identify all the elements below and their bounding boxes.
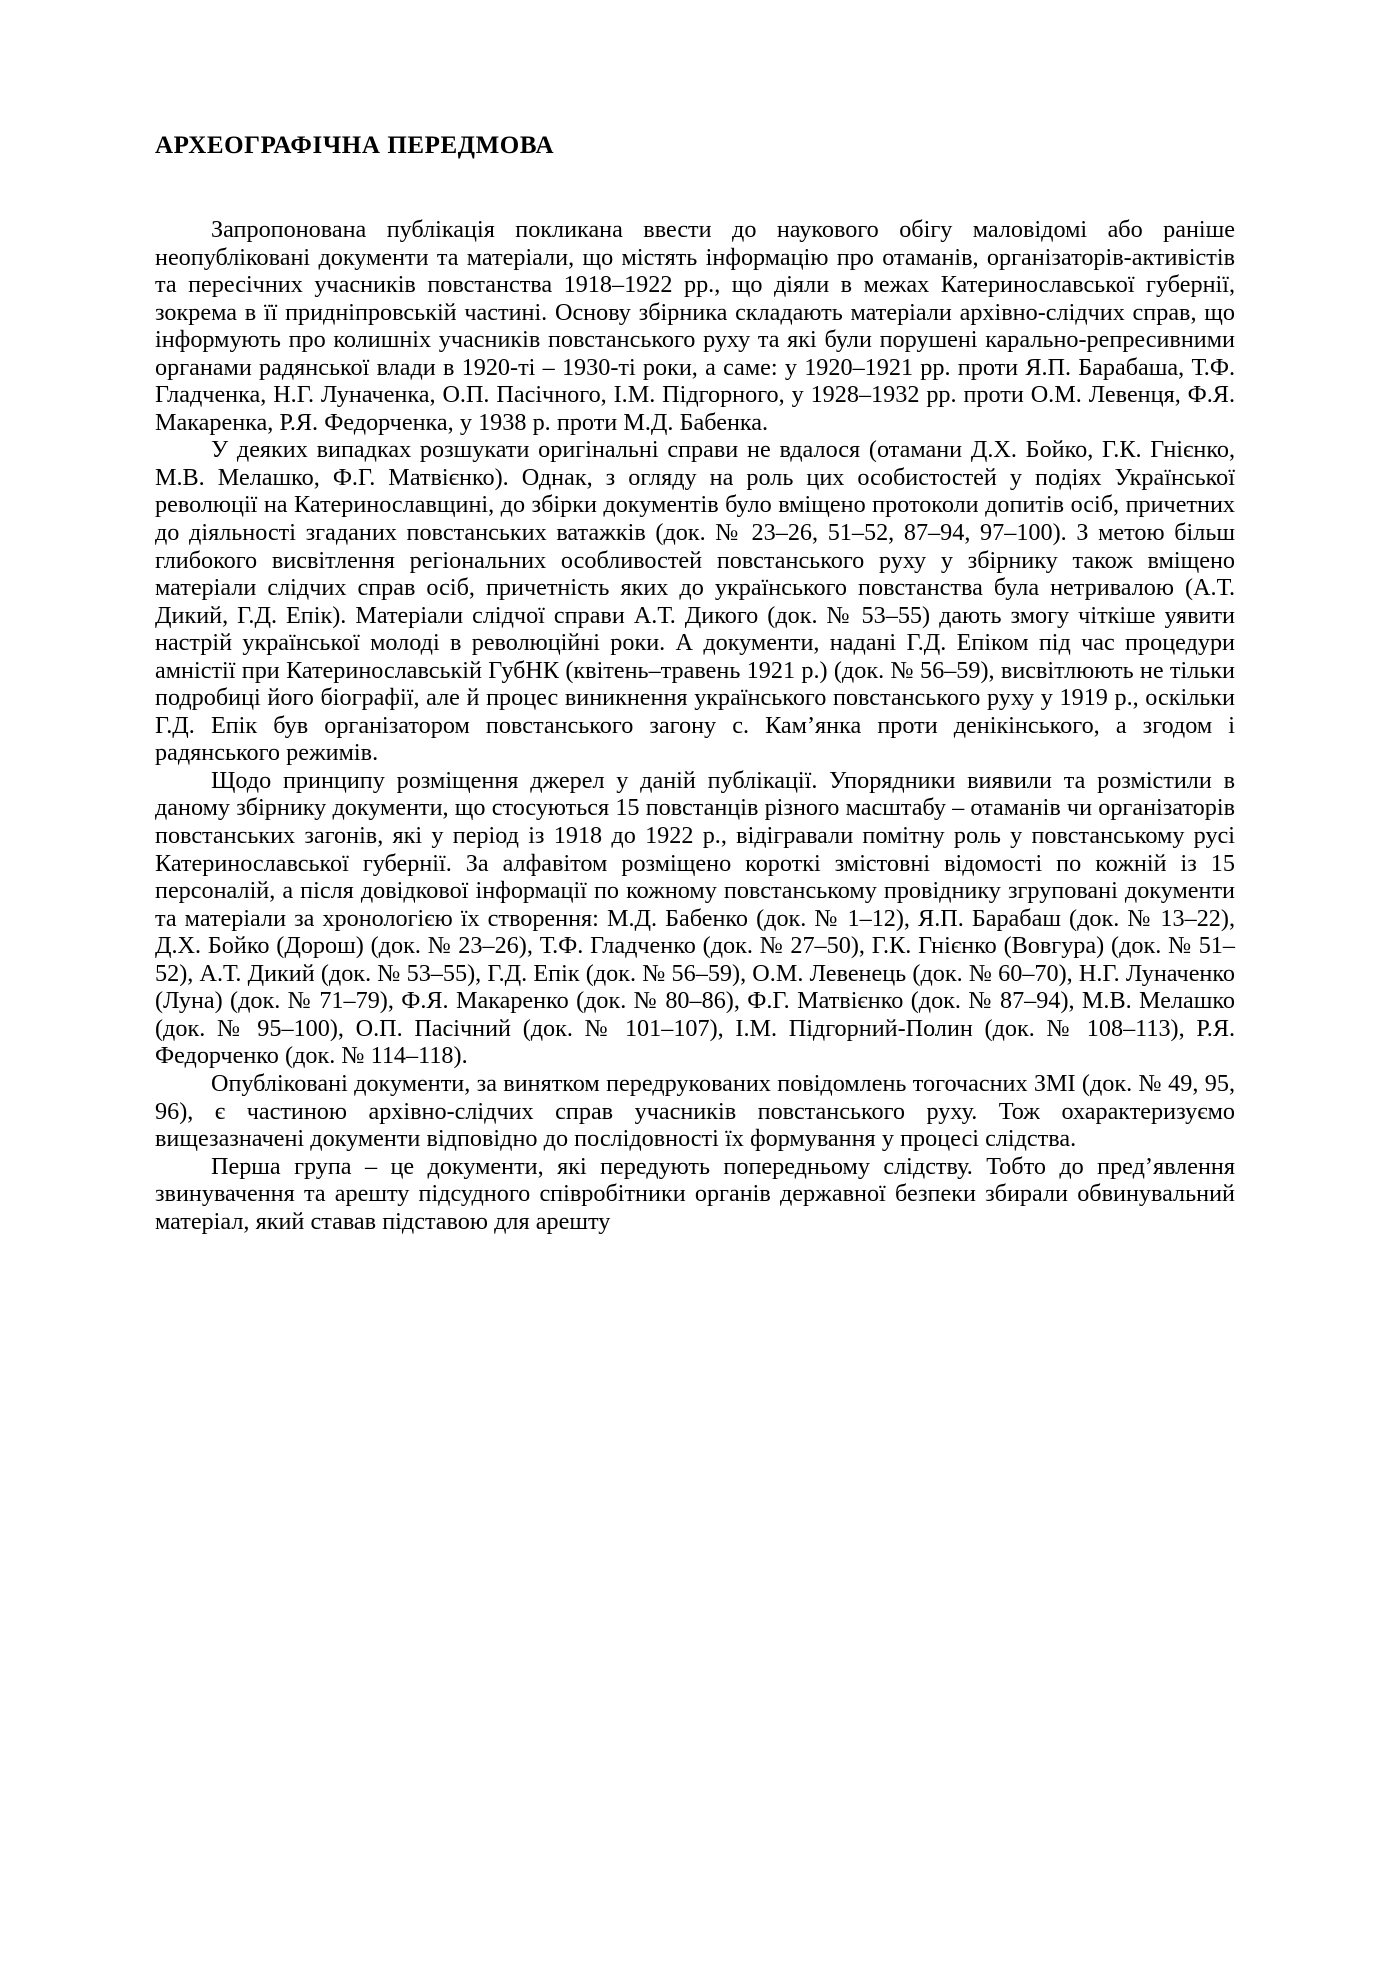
body-text-block bbox=[155, 216, 1235, 1235]
paragraph-2: У деяких випадках розшукати оригінальні справи не вдалося (отамани Д.Х. Бойко, Г.К. Гнієнко, М.В. Мелашко, Ф.Г. Матвієнко). Однак, з огляду на роль цих особистостей у подіях Української революції на Катеринославщині, до збірки документів було вміщено протоколи допитів осіб, причетних до діяльності згаданих повстанських ватажків (док. № 23–26, 51–52, 87–94, 97–100). З метою більш глибокого висвітлення регіональних особливостей повстанського руху у збірнику також вміщено матеріали слідчих справ осіб, причетність яких до українського повстанства була нетривалою (А.Т. Дикий, Г.Д. Епік). Матеріали слідчої справи А.Т. Дикого (док. № 53–55) дають змогу чіткіше уявити настрій української молоді в революційні роки. А документи, надані Г.Д. Епіком під час процедури амністії при Катеринославській ГубНК (квітень–травень 1921 р.) (док. № 56–59), висвітлюють не тільки подробиці його біографії, але й процес виникнення українського повстанського руху у 1919 р., оскільки Г.Д. Епік був організатором повстанського загону с. Кам’янка проти денікінського, а згодом і радянського режимів. bbox=[155, 436, 1235, 767]
paragraph-3: Щодо принципу розміщення джерел у даній публікації. Упорядники виявили та розмістили в даному збірнику документи, що стосуються 15 повстанців різного масштабу – отаманів чи організаторів повстанських загонів, які у період із 1918 до 1922 р., відігравали помітну роль у повстанському русі Катеринославської губернії. За алфавітом розміщено короткі змістовні відомості по кожній із 15 персоналій, а після довідкової інформації по кожному повстанському провіднику згруповані документи та матеріали за хронологією їх створення: М.Д. Бабенко (док. № 1–12), Я.П. Барабаш (док. № 13–22), Д.Х. Бойко (Дорош) (док. № 23–26), Т.Ф. Гладченко (док. № 27–50), Г.К. Гнієнко (Вовгура) (док. № 51–52), А.Т. Дикий (док. № 53–55), Г.Д. Епік (док. № 56–59), О.М. Левенець (док. № 60–70), Н.Г. Луначенко (Луна) (док. № 71–79), Ф.Я. Макаренко (док. № 80–86), Ф.Г. Матвієнко (док. № 87–94), М.В. Мелашко (док. № 95–100), О.П. Пасічний (док. № 101–107), І.М. Підгорний-Полин (док. № 108–113), Р.Я. Федорченко (док. № 114–118). bbox=[155, 766, 1235, 1070]
page-title: АРХЕОГРАФІЧНА ПЕРЕДМОВА bbox=[155, 132, 555, 159]
paragraph-1: Запропонована публікація покликана ввести до наукового обігу маловідомі або раніше неопубліковані документи та матеріали, що містять інформацію про отаманів, організаторів-активістів та пересічних учасників повстанства 1918–1922 рр., що діяли в межах Катеринославської губернії, зокрема в її придніпровській частині. Основу збірника складають матеріали архівно-слідчих справ, що інформують про колишніх учасників повстанського руху та які були порушені карально-репресивними органами радянської влади в 1920-ті – 1930-ті роки, а саме: у 1920–1921 рр. проти Я.П. Барабаша, Т.Ф. Гладченка, Н.Г. Луначенка, О.П. Пасічного, І.М. Підгорного, у 1928–1932 рр. проти О.М. Левенця, Ф.Я. Макаренка, Р.Я. Федорченка, у 1938 р. проти М.Д. Бабенка. bbox=[155, 216, 1235, 436]
paragraph-4: Опубліковані документи, за винятком передрукованих повідомлень тогочасних ЗМІ (док. № 49, 95, 96), є частиною архівно-слідчих справ учасників повстанського руху. Тож охарактеризуємо вищезазначені документи відповідно до послідовності їх формування у процесі слідства. bbox=[155, 1069, 1235, 1153]
paragraph-5: Перша група – це документи, які передують попередньому слідству. Тобто до пред’явлення звинувачення та арешту підсудного співробітники органів державної безпеки збирали обвинувальний матеріал, який ставав підставою для арешту bbox=[155, 1152, 1235, 1235]
